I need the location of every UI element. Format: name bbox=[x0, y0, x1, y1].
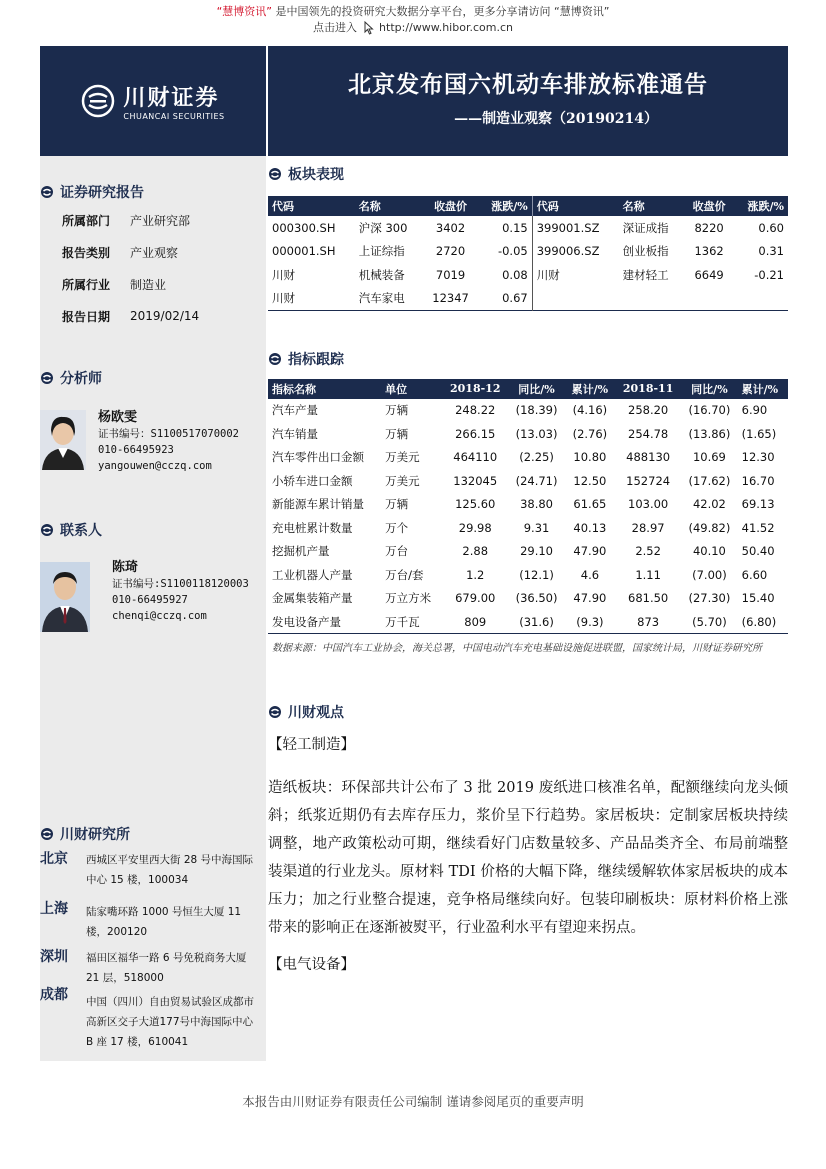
table-cell: 38.80 bbox=[520, 497, 553, 512]
table-cell: 2.88 bbox=[462, 544, 489, 559]
table-cell: 152724 bbox=[626, 473, 671, 488]
company-logo bbox=[40, 46, 266, 156]
page-title: 北京发布国六机动车排放标准通告 bbox=[348, 71, 708, 98]
table-cell: 沪深 300 bbox=[358, 220, 408, 235]
main-content bbox=[268, 156, 788, 980]
indicator-table bbox=[268, 379, 788, 635]
table-cell: (1.65) bbox=[741, 426, 777, 441]
office-city: 北京 bbox=[40, 851, 68, 867]
light-industry-label: 【轻工制造】 bbox=[268, 737, 355, 753]
table-cell: 103.00 bbox=[628, 497, 669, 512]
table-cell: (2.76) bbox=[572, 426, 608, 441]
analyst-cert: 证书编号：S1100517070002 bbox=[98, 428, 240, 440]
column-header: 名称 bbox=[619, 196, 685, 216]
table-row bbox=[268, 240, 788, 264]
office-address: 中国（四川）自由贸易试验区成都市高新区交子大道177号中海国际中心 B 座 17 楼，610041 bbox=[86, 996, 254, 1048]
table-cell: 万台 bbox=[385, 544, 409, 559]
chuancai-logo-icon bbox=[81, 84, 115, 118]
table-cell: 川财 bbox=[272, 267, 295, 282]
table-cell: 254.78 bbox=[628, 426, 669, 441]
section-bullet-icon bbox=[268, 705, 282, 719]
office-city: 成都 bbox=[40, 987, 68, 1003]
column-header: 代码 bbox=[532, 196, 618, 216]
table-cell: (7.00) bbox=[692, 567, 727, 582]
data-source: 数据来源：中国汽车工业协会，海关总署，中国电动汽车充电基础设施促进联盟，国家统计局，川财证券研究所 bbox=[272, 643, 762, 654]
table-cell: 0.15 bbox=[502, 220, 528, 235]
section-bullet-icon bbox=[40, 185, 54, 199]
table-row bbox=[268, 587, 788, 611]
table-row bbox=[268, 399, 788, 423]
table-cell: 充电桩累计数量 bbox=[272, 520, 353, 535]
table-cell: (24.71) bbox=[515, 473, 558, 488]
table-cell: 汽车销量 bbox=[272, 426, 318, 441]
table-cell: 2720 bbox=[435, 244, 466, 259]
table-cell: 10.80 bbox=[573, 450, 607, 465]
table-cell: 汽车家电 bbox=[358, 291, 405, 305]
table-cell: 深证成指 bbox=[622, 220, 669, 235]
table-cell: 12.30 bbox=[741, 450, 775, 465]
table-cell: 2.52 bbox=[635, 544, 661, 559]
contact-cert: 证书编号:S1100118120003 bbox=[112, 578, 249, 590]
column-header: 指标名称 bbox=[268, 379, 381, 399]
column-header: 涨跌/% bbox=[734, 196, 788, 216]
column-header: 2018-11 bbox=[615, 379, 681, 399]
left-sidebar bbox=[40, 156, 266, 1061]
table-cell: 681.50 bbox=[628, 591, 669, 606]
table-cell: 0.67 bbox=[502, 291, 528, 305]
office-address: 福田区福华一路 6 号免税商务大厦 21 层，518000 bbox=[86, 952, 247, 984]
section-bullet-icon bbox=[268, 352, 282, 366]
table-row bbox=[268, 540, 788, 564]
contact-phone: 010-66495927 bbox=[112, 594, 188, 606]
table-row bbox=[268, 422, 788, 446]
enter-label[interactable]: 点击进入 bbox=[313, 21, 358, 34]
table-cell: 工业机器人产量 bbox=[272, 567, 353, 582]
table-cell: 建材轻工 bbox=[622, 267, 669, 282]
table-cell: 3402 bbox=[435, 220, 466, 235]
section-bullet-icon bbox=[40, 371, 54, 385]
table-cell: 机械装备 bbox=[358, 267, 405, 282]
table-row bbox=[268, 469, 788, 493]
table-cell: (4.16) bbox=[572, 403, 608, 418]
table-cell bbox=[684, 287, 734, 311]
light-industry-paragraph: 造纸板块：环保部共计公布了 3 批 2019 废纸进口核准名单，配额继续向龙头倾斜；纸浆近期仍有去库存压力，浆价呈下行趋势。家居板块：定制家居板块持续调整，地产政策松动可期，继续看好门店数量较多、产品品类齐全、布局前端整装渠道的行业龙头。原材料 TDI 价格的大幅下降，继续缓解软体家居板块的成本压力；加之行业整合提速，竞争格局继续向好。包装印刷板块：原材料价格上涨带来的影响正在逐渐被熨平，行业盈利水平有望迎来拐点。 bbox=[268, 780, 788, 936]
table-cell: 万立方米 bbox=[385, 591, 432, 606]
office-city: 深圳 bbox=[40, 949, 68, 965]
table-cell: (6.80) bbox=[741, 614, 777, 629]
office-address: 陆家嘴环路 1000 号恒生大厦 11 楼，200120 bbox=[86, 906, 242, 938]
page-footer: 本报告由川财证券有限责任公司编制 谨请参阅尾页的重要声明 bbox=[242, 1094, 584, 1109]
table-cell: 小轿车进口金额 bbox=[272, 473, 353, 488]
logo-cn: 川财证券 bbox=[123, 86, 220, 111]
table-cell: 125.60 bbox=[455, 497, 496, 512]
column-header: 名称 bbox=[355, 196, 424, 216]
table-cell: -0.21 bbox=[754, 267, 784, 282]
table-cell: (12.1) bbox=[519, 567, 554, 582]
banner-line bbox=[0, 0, 826, 20]
info-row: 所属行业 制造业 bbox=[62, 277, 167, 292]
table-cell: 10.69 bbox=[692, 450, 726, 465]
table-cell: 6.90 bbox=[741, 403, 768, 418]
table-cell: (2.25) bbox=[519, 450, 554, 465]
table-cell: 汽车零件出口金额 bbox=[272, 450, 364, 465]
table-cell: (13.03) bbox=[515, 426, 558, 441]
site-link[interactable]: http://www.hibor.com.cn bbox=[379, 21, 513, 34]
institute-heading: 川财研究所 bbox=[40, 824, 130, 844]
table-cell: 万台/套 bbox=[385, 567, 424, 582]
table-cell: (31.6) bbox=[519, 614, 554, 629]
contact-photo bbox=[40, 562, 90, 632]
table-cell: 50.40 bbox=[741, 544, 775, 559]
section-bullet-icon bbox=[268, 167, 282, 181]
section-bullet-icon bbox=[40, 523, 54, 537]
analyst-heading: 分析师 bbox=[40, 368, 102, 388]
analyst-email[interactable]: yangouwen@cczq.com bbox=[98, 460, 212, 472]
report-heading: 证券研究报告 bbox=[40, 182, 144, 202]
table-cell: 464110 bbox=[453, 450, 498, 465]
contact-heading: 联系人 bbox=[40, 520, 102, 540]
table-cell: 29.10 bbox=[520, 544, 553, 559]
logo-en: CHUANCAI SECURITIES bbox=[123, 112, 225, 121]
info-row: 报告类别 产业观察 bbox=[62, 245, 179, 260]
table-row bbox=[268, 263, 788, 287]
column-header: 单位 bbox=[381, 379, 442, 399]
sector-heading: 板块表现 bbox=[268, 162, 788, 186]
report-info bbox=[40, 204, 266, 332]
table-cell: 16.70 bbox=[741, 473, 775, 488]
table-cell: 挖掘机产量 bbox=[272, 544, 330, 559]
column-header: 同比/% bbox=[508, 379, 564, 399]
table-row bbox=[268, 516, 788, 540]
table-row bbox=[268, 563, 788, 587]
banner-link-line[interactable] bbox=[0, 20, 826, 36]
top-banner bbox=[0, 0, 826, 44]
table-cell: 40.10 bbox=[692, 544, 726, 559]
table-cell: 9.31 bbox=[523, 520, 550, 535]
table-cell: 69.13 bbox=[741, 497, 775, 512]
column-header: 代码 bbox=[268, 196, 355, 216]
table-cell: 28.97 bbox=[631, 520, 665, 535]
analyst-card bbox=[40, 408, 266, 478]
banner-text: 是中国领先的投资研究大数据分享平台，更多分享请访问 bbox=[275, 5, 551, 18]
table-cell: 川财 bbox=[532, 263, 618, 287]
table-cell: 15.40 bbox=[741, 591, 775, 606]
table-cell: 0.31 bbox=[758, 244, 784, 259]
table-cell: 258.20 bbox=[628, 403, 669, 418]
table-cell: 万个 bbox=[385, 520, 409, 535]
table-cell: 12347 bbox=[432, 291, 469, 305]
views-heading: 川财观点 bbox=[268, 700, 788, 724]
brand-name: “慧博资讯” bbox=[216, 5, 272, 18]
table-cell: 47.90 bbox=[573, 544, 607, 559]
table-cell: 万美元 bbox=[385, 473, 420, 488]
table-cell: 新能源车累计销量 bbox=[272, 497, 364, 512]
electric-label: 【电气设备】 bbox=[268, 957, 355, 973]
table-cell: 8220 bbox=[694, 220, 724, 235]
pointer-cursor-icon bbox=[361, 21, 375, 35]
table-cell: (13.86) bbox=[688, 426, 731, 441]
table-cell: 发电设备产量 bbox=[272, 614, 341, 629]
contact-card bbox=[40, 558, 266, 638]
table-cell: 132045 bbox=[453, 473, 498, 488]
table-cell: (27.30) bbox=[688, 591, 731, 606]
table-cell: 1362 bbox=[694, 244, 724, 259]
column-header: 累计/% bbox=[565, 379, 615, 399]
table-cell: 61.65 bbox=[573, 497, 607, 512]
table-cell: 12.50 bbox=[573, 473, 607, 488]
table-cell: 41.52 bbox=[741, 520, 775, 535]
table-cell: 万千瓦 bbox=[385, 614, 420, 629]
table-cell: 4.6 bbox=[580, 567, 600, 582]
table-cell: (18.39) bbox=[515, 403, 558, 418]
table-cell: 创业板指 bbox=[622, 244, 669, 259]
info-row: 所属部门 产业研究部 bbox=[62, 213, 191, 228]
table-cell: 0.08 bbox=[502, 267, 528, 282]
table-cell: 川财 bbox=[272, 291, 295, 305]
contact-email[interactable]: chenqi@cczq.com bbox=[112, 610, 207, 622]
table-cell: 万辆 bbox=[385, 403, 409, 418]
table-row bbox=[268, 446, 788, 470]
column-header: 收盘价 bbox=[684, 196, 734, 216]
page-subtitle: ——制造业观察（20190214） bbox=[454, 111, 658, 127]
analyst-name: 杨欧雯 bbox=[98, 410, 138, 425]
table-row bbox=[268, 287, 788, 311]
table-cell: 873 bbox=[637, 614, 660, 629]
table-cell: 6649 bbox=[694, 267, 724, 282]
table-cell: 266.15 bbox=[455, 426, 496, 441]
table-cell: 金属集装箱产量 bbox=[272, 591, 353, 606]
table-cell: 000001.SH bbox=[272, 244, 336, 259]
table-cell: 0.60 bbox=[758, 220, 784, 235]
table-cell: 29.98 bbox=[458, 520, 492, 535]
info-row: 报告日期 2019/02/14 bbox=[62, 309, 200, 324]
column-header: 同比/% bbox=[681, 379, 737, 399]
table-cell bbox=[734, 287, 788, 311]
table-cell: (36.50) bbox=[515, 591, 558, 606]
brand-name-2: “慧博资讯” bbox=[554, 5, 610, 18]
table-cell: 万辆 bbox=[385, 497, 409, 512]
table-cell: 1.2 bbox=[466, 567, 485, 582]
column-header: 收盘价 bbox=[424, 196, 478, 216]
office-address: 西城区平安里西大街 28 号中海国际中心 15 楼，100034 bbox=[86, 854, 254, 886]
table-cell: (9.3) bbox=[576, 614, 604, 629]
table-cell: 上证综指 bbox=[358, 244, 405, 259]
table-cell: 809 bbox=[464, 614, 487, 629]
office-list bbox=[40, 848, 266, 1058]
column-header: 累计/% bbox=[738, 379, 788, 399]
column-header: 涨跌/% bbox=[478, 196, 533, 216]
table-cell: 000300.SH bbox=[272, 220, 336, 235]
table-cell: (16.70) bbox=[688, 403, 731, 418]
table-cell: 248.22 bbox=[455, 403, 496, 418]
section-bullet-icon bbox=[40, 827, 54, 841]
table-cell bbox=[532, 287, 618, 311]
analyst-phone: 010-66495923 bbox=[98, 444, 174, 456]
column-header: 2018-12 bbox=[442, 379, 508, 399]
table-cell: 40.13 bbox=[573, 520, 607, 535]
table-cell: 399006.SZ bbox=[532, 240, 618, 264]
table-cell: 42.02 bbox=[692, 497, 726, 512]
table-cell: 6.60 bbox=[741, 567, 768, 582]
table-cell: 7019 bbox=[435, 267, 466, 282]
contact-name: 陈琦 bbox=[112, 560, 139, 575]
analyst-photo bbox=[40, 410, 86, 470]
table-cell bbox=[619, 287, 685, 311]
title-banner bbox=[268, 46, 788, 156]
table-cell: 汽车产量 bbox=[272, 403, 318, 418]
table-row bbox=[268, 493, 788, 517]
table-cell: 万辆 bbox=[385, 426, 409, 441]
table-cell: 47.90 bbox=[573, 591, 607, 606]
table-row bbox=[268, 216, 788, 240]
office-city: 上海 bbox=[40, 901, 68, 917]
report-header bbox=[40, 46, 788, 156]
table-row bbox=[268, 610, 788, 634]
sector-table bbox=[268, 196, 788, 311]
table-cell: (5.70) bbox=[692, 614, 727, 629]
table-cell: (49.82) bbox=[688, 520, 731, 535]
table-cell: 488130 bbox=[626, 450, 671, 465]
table-cell: 679.00 bbox=[455, 591, 496, 606]
table-cell: (17.62) bbox=[688, 473, 731, 488]
table-cell: 1.11 bbox=[635, 567, 661, 582]
table-cell: 万美元 bbox=[385, 450, 420, 465]
table-cell: 399001.SZ bbox=[532, 216, 618, 240]
table-cell: -0.05 bbox=[497, 244, 528, 259]
indicator-heading: 指标跟踪 bbox=[268, 347, 788, 371]
